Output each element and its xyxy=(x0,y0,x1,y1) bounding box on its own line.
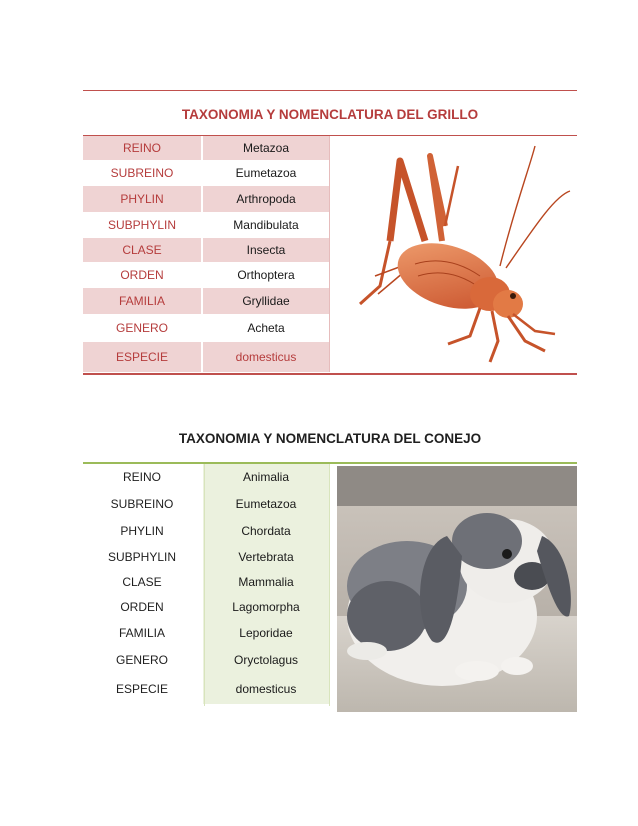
rank-value: Vertebrata xyxy=(238,550,294,564)
table-row xyxy=(83,238,329,262)
table-row xyxy=(83,212,329,238)
rank-value: Mandibulata xyxy=(233,218,299,232)
rank-value: Arthropoda xyxy=(236,192,296,206)
rabbit-title: TAXONOMIA Y NOMENCLATURA DEL CONEJO xyxy=(178,431,482,446)
rank-value: Leporidae xyxy=(239,626,293,640)
table-row xyxy=(83,262,329,288)
rank-label: CLASE xyxy=(122,243,162,257)
rabbit-icon xyxy=(337,466,577,712)
rank-label: REINO xyxy=(122,470,161,484)
rank-label: FAMILIA xyxy=(118,294,165,308)
rank-value: Acheta xyxy=(247,321,285,335)
rank-value: Eumetazoa xyxy=(235,497,297,511)
rank-value: Lagomorpha xyxy=(232,600,300,614)
table-row xyxy=(83,186,329,212)
rank-label: CLASE xyxy=(122,575,162,589)
table-row xyxy=(83,518,329,544)
table-row xyxy=(83,620,329,646)
rank-label: ESPECIE xyxy=(115,682,169,696)
table-row xyxy=(83,314,329,342)
table-row xyxy=(83,594,329,620)
rank-value: Orthoptera xyxy=(237,268,295,282)
rank-label: ORDEN xyxy=(120,600,164,614)
column-divider xyxy=(204,464,205,706)
rank-label: SUBPHYLIN xyxy=(107,550,177,564)
table-row xyxy=(83,342,329,372)
rank-label: FAMILIA xyxy=(118,626,165,640)
rank-value: Chordata xyxy=(241,524,291,538)
rank-label: SUBREINO xyxy=(110,166,174,180)
cricket-title: TAXONOMIA Y NOMENCLATURA DEL GRILLO xyxy=(181,107,479,122)
rabbit-photo xyxy=(337,466,577,712)
cricket-section xyxy=(83,90,577,380)
rank-label: PHYLIN xyxy=(120,192,164,206)
table-row xyxy=(83,136,329,160)
table-row xyxy=(83,490,329,518)
cricket-top-rule xyxy=(83,90,577,91)
rank-label: REINO xyxy=(122,141,161,155)
rank-label: GENERO xyxy=(115,321,168,335)
cricket-illustration xyxy=(330,136,577,372)
table-row xyxy=(83,464,329,490)
rank-label: SUBREINO xyxy=(110,497,174,511)
cricket-bottom-rule xyxy=(83,373,577,375)
rank-value: domesticus xyxy=(235,350,297,364)
rank-label: ORDEN xyxy=(120,268,164,282)
table-row xyxy=(83,288,329,314)
rank-label: SUBPHYLIN xyxy=(107,218,177,232)
column-divider xyxy=(329,464,330,706)
rank-value: Metazoa xyxy=(242,141,290,155)
rank-label: PHYLIN xyxy=(120,524,164,538)
rank-value: domesticus xyxy=(235,682,297,696)
rank-label: GENERO xyxy=(115,653,168,667)
rank-label: ESPECIE xyxy=(115,350,169,364)
table-row xyxy=(83,570,329,594)
rabbit-section xyxy=(83,428,577,718)
rank-value: Gryllidae xyxy=(242,294,290,308)
table-row xyxy=(83,544,329,570)
rank-value: Oryctolagus xyxy=(233,653,299,667)
rank-value: Mammalia xyxy=(238,575,294,589)
table-row xyxy=(83,674,329,704)
table-row xyxy=(83,646,329,674)
cricket-icon xyxy=(330,136,577,372)
rank-value: Animalia xyxy=(242,470,290,484)
table-row xyxy=(83,160,329,186)
rank-value: Insecta xyxy=(246,243,286,257)
rank-value: Eumetazoa xyxy=(235,166,297,180)
